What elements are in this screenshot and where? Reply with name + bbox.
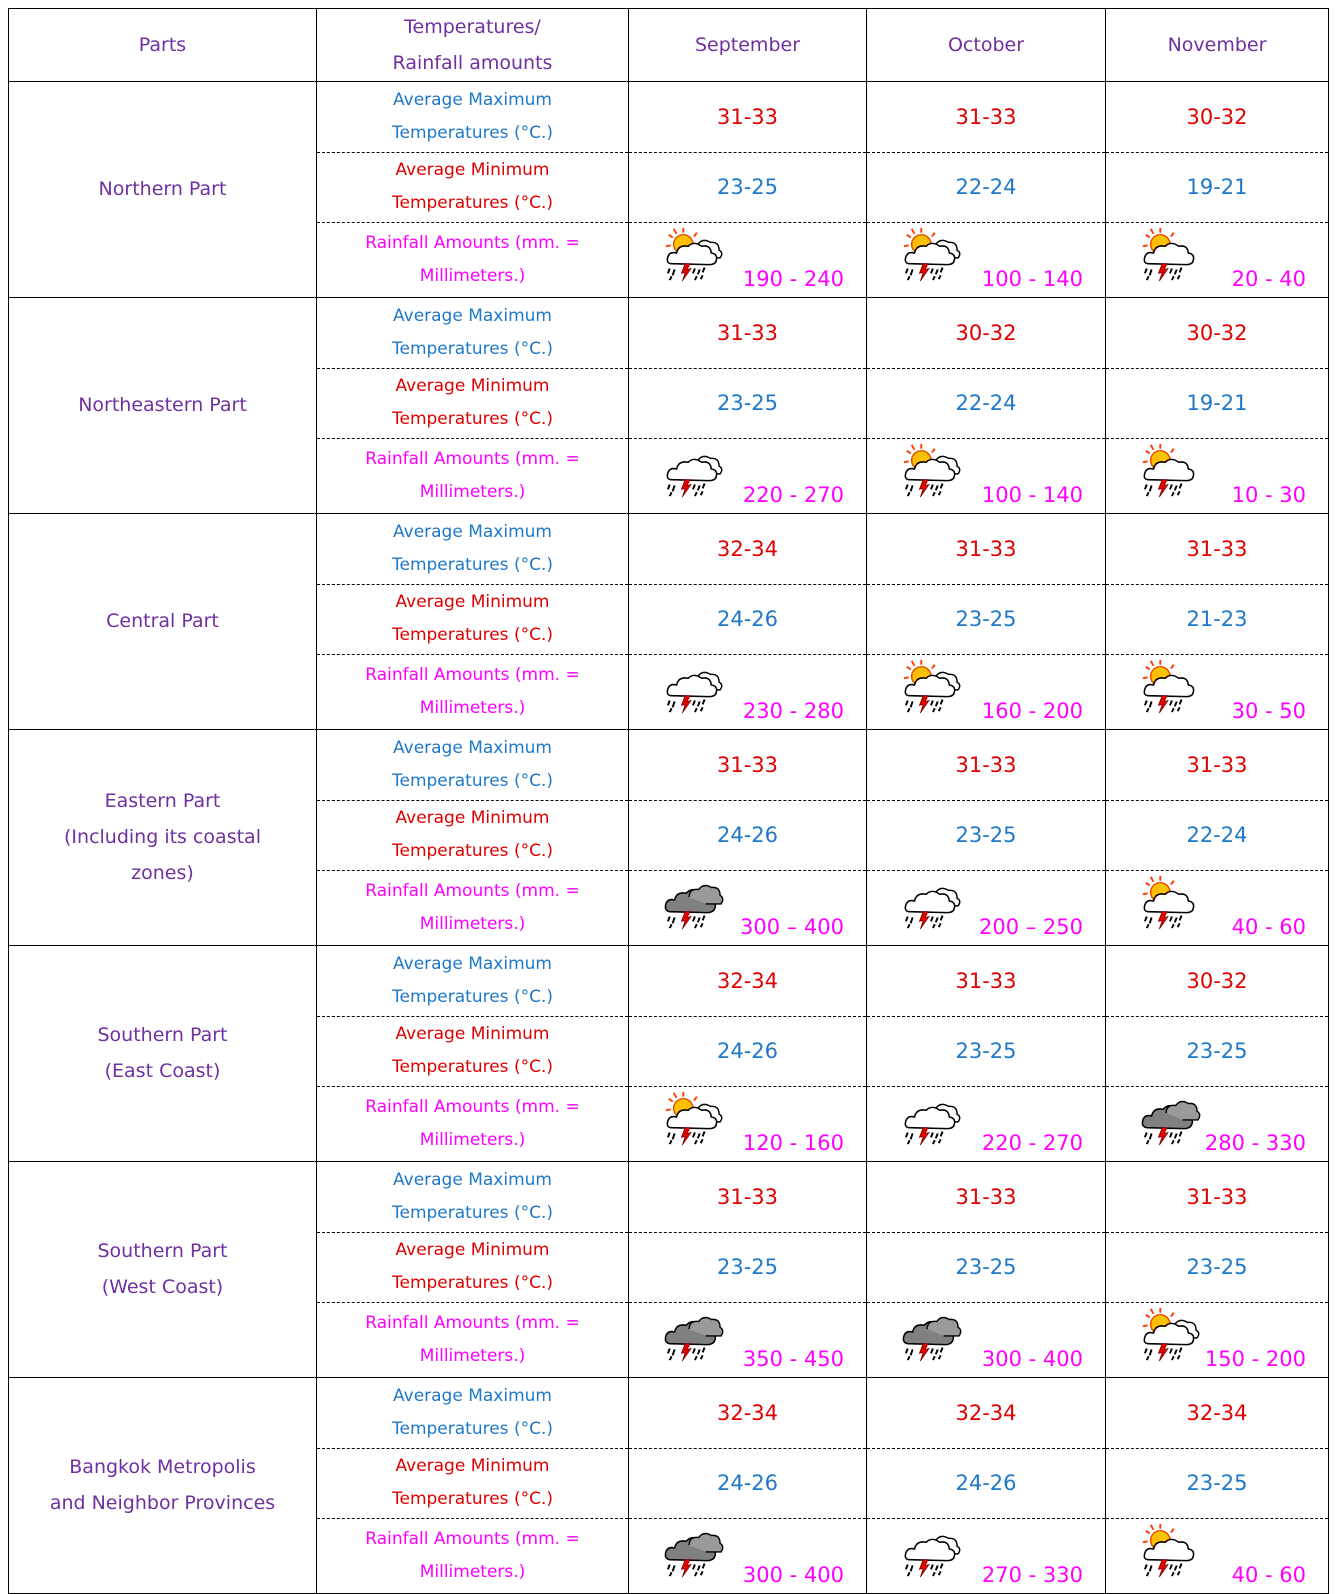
max-temp-value: 31-33 bbox=[1106, 513, 1329, 584]
rainfall-cell bbox=[1106, 1519, 1329, 1594]
header-measure-line2: Rainfall amounts bbox=[392, 52, 553, 74]
region-name-line: Northeastern Part bbox=[78, 394, 247, 417]
label-min-temp bbox=[317, 152, 629, 223]
sun-thunderstorm-icon bbox=[1136, 873, 1202, 931]
label-line: Average Minimum bbox=[395, 160, 550, 181]
sun-thunderstorm-icon bbox=[1136, 657, 1202, 715]
table-row bbox=[9, 297, 1329, 368]
header-month-october: October bbox=[867, 9, 1106, 82]
table-row bbox=[9, 729, 1329, 800]
label-min-temp bbox=[317, 1448, 629, 1519]
label-line: Average Minimum bbox=[395, 1456, 550, 1477]
label-rainfall bbox=[317, 1087, 629, 1162]
rainfall-value: 100 - 140 bbox=[981, 266, 1083, 291]
rainfall-cell bbox=[629, 1303, 867, 1378]
label-line: Rainfall Amounts (mm. = bbox=[365, 881, 580, 902]
region-name-line: (East Coast) bbox=[104, 1060, 221, 1083]
min-temp-value: 23-25 bbox=[629, 368, 867, 439]
thunderstorm-icon bbox=[897, 873, 963, 931]
label-max-temp bbox=[317, 945, 629, 1016]
partly-sunny-rain-icon bbox=[897, 441, 963, 499]
min-temp-value: 24-26 bbox=[629, 584, 867, 655]
max-temp-value: 31-33 bbox=[629, 1161, 867, 1232]
rainfall-cell bbox=[629, 223, 867, 298]
region-name-line: Northern Part bbox=[98, 178, 227, 201]
region-name-line: Eastern Part bbox=[104, 790, 221, 813]
max-temp-value: 30-32 bbox=[1106, 297, 1329, 368]
min-temp-value: 23-25 bbox=[1106, 1016, 1329, 1087]
rainfall-cell bbox=[629, 1087, 867, 1162]
label-line: Temperatures (°C.) bbox=[392, 770, 553, 791]
label-max-temp bbox=[317, 513, 629, 584]
label-line: Temperatures (°C.) bbox=[392, 122, 553, 143]
max-temp-value: 31-33 bbox=[629, 297, 867, 368]
label-line: Temperatures (°C.) bbox=[392, 1273, 553, 1294]
heavy-thunderstorm-icon bbox=[659, 1305, 725, 1363]
label-line: Temperatures (°C.) bbox=[392, 554, 553, 575]
max-temp-value: 31-33 bbox=[1106, 729, 1329, 800]
max-temp-value: 32-34 bbox=[1106, 1377, 1329, 1448]
label-rainfall bbox=[317, 1303, 629, 1378]
min-temp-value: 24-26 bbox=[629, 800, 867, 871]
rainfall-value: 220 - 270 bbox=[742, 482, 844, 507]
region-name bbox=[9, 1377, 317, 1593]
min-temp-value: 23-25 bbox=[867, 1232, 1106, 1303]
label-min-temp bbox=[317, 800, 629, 871]
max-temp-value: 30-32 bbox=[1106, 82, 1329, 153]
label-rainfall bbox=[317, 223, 629, 298]
region-name-line: zones) bbox=[131, 862, 194, 885]
region-name-line: (West Coast) bbox=[101, 1276, 224, 1299]
max-temp-value: 30-32 bbox=[1106, 945, 1329, 1016]
table-row bbox=[9, 945, 1329, 1016]
rainfall-value: 150 - 200 bbox=[1204, 1346, 1306, 1371]
region-name bbox=[9, 513, 317, 729]
region-name-line: and Neighbor Provinces bbox=[49, 1492, 276, 1515]
partly-sunny-rain-icon bbox=[659, 1089, 725, 1147]
label-line: Average Maximum bbox=[393, 737, 552, 758]
label-line: Average Minimum bbox=[395, 376, 550, 397]
label-line: Temperatures (°C.) bbox=[392, 338, 553, 359]
label-line: Average Minimum bbox=[395, 1240, 550, 1261]
rainfall-value: 230 - 280 bbox=[742, 698, 844, 723]
rainfall-value: 190 - 240 bbox=[742, 266, 844, 291]
heavy-thunderstorm-icon bbox=[659, 873, 725, 931]
min-temp-value: 19-21 bbox=[1106, 152, 1329, 223]
max-temp-value: 32-34 bbox=[629, 513, 867, 584]
rainfall-cell bbox=[629, 1519, 867, 1594]
label-rainfall bbox=[317, 1519, 629, 1594]
label-line: Temperatures (°C.) bbox=[392, 193, 553, 214]
max-temp-value: 31-33 bbox=[1106, 1161, 1329, 1232]
label-line: Average Maximum bbox=[393, 953, 552, 974]
max-temp-value: 31-33 bbox=[867, 945, 1106, 1016]
label-max-temp bbox=[317, 297, 629, 368]
label-line: Temperatures (°C.) bbox=[392, 1489, 553, 1510]
min-temp-value: 22-24 bbox=[867, 368, 1106, 439]
climate-forecast-table bbox=[8, 8, 1329, 1594]
max-temp-value: 31-33 bbox=[629, 729, 867, 800]
label-line: Temperatures (°C.) bbox=[392, 1057, 553, 1078]
rainfall-value: 300 - 400 bbox=[981, 1346, 1083, 1371]
min-temp-value: 23-25 bbox=[629, 152, 867, 223]
min-temp-value: 19-21 bbox=[1106, 368, 1329, 439]
rainfall-value: 30 - 50 bbox=[1231, 698, 1306, 723]
rainfall-value: 20 - 40 bbox=[1231, 266, 1306, 291]
header-row bbox=[9, 9, 1329, 82]
label-line: Average Maximum bbox=[393, 1169, 552, 1190]
max-temp-value: 30-32 bbox=[867, 297, 1106, 368]
min-temp-value: 24-26 bbox=[629, 1448, 867, 1519]
rainfall-cell bbox=[867, 1303, 1106, 1378]
region-name bbox=[9, 945, 317, 1161]
table-row bbox=[9, 1377, 1329, 1448]
label-min-temp bbox=[317, 584, 629, 655]
min-temp-value: 23-25 bbox=[1106, 1232, 1329, 1303]
region-name-line: Southern Part bbox=[97, 1024, 228, 1047]
min-temp-value: 23-25 bbox=[867, 584, 1106, 655]
rainfall-cell bbox=[629, 439, 867, 514]
label-line: Temperatures (°C.) bbox=[392, 1202, 553, 1223]
label-line: Average Minimum bbox=[395, 592, 550, 613]
region-name-line: Central Part bbox=[106, 610, 219, 633]
label-line: Rainfall Amounts (mm. = bbox=[365, 1529, 580, 1550]
rainfall-value: 40 - 60 bbox=[1231, 914, 1306, 939]
label-max-temp bbox=[317, 1377, 629, 1448]
max-temp-value: 31-33 bbox=[867, 513, 1106, 584]
label-line: Millimeters.) bbox=[419, 1346, 526, 1367]
region-name bbox=[9, 82, 317, 298]
rainfall-cell bbox=[1106, 1303, 1329, 1378]
rainfall-cell bbox=[629, 655, 867, 730]
label-line: Average Minimum bbox=[395, 808, 550, 829]
label-line: Millimeters.) bbox=[419, 698, 526, 719]
rainfall-value: 220 - 270 bbox=[981, 1130, 1083, 1155]
label-line: Average Maximum bbox=[393, 521, 552, 542]
label-line: Rainfall Amounts (mm. = bbox=[365, 233, 580, 254]
label-max-temp bbox=[317, 1161, 629, 1232]
partly-sunny-rain-icon bbox=[897, 225, 963, 283]
region-name bbox=[9, 297, 317, 513]
label-line: Average Maximum bbox=[393, 89, 552, 110]
rainfall-cell bbox=[867, 655, 1106, 730]
rainfall-cell bbox=[867, 1519, 1106, 1594]
min-temp-value: 23-25 bbox=[1106, 1448, 1329, 1519]
partly-sunny-rain-icon bbox=[659, 225, 725, 283]
label-min-temp bbox=[317, 368, 629, 439]
label-max-temp bbox=[317, 729, 629, 800]
header-parts: Parts bbox=[9, 9, 317, 82]
min-temp-value: 23-25 bbox=[867, 1016, 1106, 1087]
label-line: Average Minimum bbox=[395, 1024, 550, 1045]
rainfall-cell bbox=[1106, 439, 1329, 514]
label-line: Millimeters.) bbox=[419, 1130, 526, 1151]
min-temp-value: 21-23 bbox=[1106, 584, 1329, 655]
rainfall-value: 300 - 400 bbox=[742, 1563, 844, 1587]
rainfall-value: 200 – 250 bbox=[978, 914, 1083, 939]
table-body bbox=[9, 82, 1329, 1594]
label-min-temp bbox=[317, 1232, 629, 1303]
thunderstorm-icon bbox=[897, 1521, 963, 1579]
label-line: Rainfall Amounts (mm. = bbox=[365, 1313, 580, 1334]
max-temp-value: 31-33 bbox=[867, 82, 1106, 153]
label-line: Millimeters.) bbox=[419, 266, 526, 287]
max-temp-value: 32-34 bbox=[629, 945, 867, 1016]
rainfall-value: 270 - 330 bbox=[981, 1563, 1083, 1587]
min-temp-value: 23-25 bbox=[629, 1232, 867, 1303]
region-name bbox=[9, 729, 317, 945]
label-line: Temperatures (°C.) bbox=[392, 1418, 553, 1439]
rainfall-cell bbox=[867, 223, 1106, 298]
header-month-november: November bbox=[1106, 9, 1329, 82]
table-row bbox=[9, 82, 1329, 153]
min-temp-value: 24-26 bbox=[629, 1016, 867, 1087]
label-rainfall bbox=[317, 655, 629, 730]
rainfall-value: 160 - 200 bbox=[981, 698, 1083, 723]
rainfall-value: 280 - 330 bbox=[1204, 1130, 1306, 1155]
min-temp-value: 22-24 bbox=[1106, 800, 1329, 871]
table-row bbox=[9, 1161, 1329, 1232]
sun-thunderstorm-icon bbox=[1136, 1521, 1202, 1579]
label-min-temp bbox=[317, 1016, 629, 1087]
sun-thunderstorm-icon bbox=[1136, 225, 1202, 283]
label-line: Temperatures (°C.) bbox=[392, 409, 553, 430]
thunderstorm-icon bbox=[659, 657, 725, 715]
rainfall-cell bbox=[629, 871, 867, 946]
table-row bbox=[9, 513, 1329, 584]
thunderstorm-icon bbox=[659, 441, 725, 499]
rainfall-cell bbox=[1106, 223, 1329, 298]
rainfall-value: 350 - 450 bbox=[742, 1346, 844, 1371]
heavy-thunderstorm-icon bbox=[659, 1521, 725, 1579]
region-name-line: Bangkok Metropolis bbox=[69, 1456, 256, 1479]
min-temp-value: 22-24 bbox=[867, 152, 1106, 223]
partly-sunny-rain-icon bbox=[1136, 1305, 1202, 1363]
header-measure-line1: Temperatures/ bbox=[404, 16, 541, 38]
rainfall-cell bbox=[1106, 871, 1329, 946]
label-line: Millimeters.) bbox=[419, 914, 526, 935]
rainfall-cell bbox=[867, 871, 1106, 946]
label-line: Rainfall Amounts (mm. = bbox=[365, 665, 580, 686]
max-temp-value: 31-33 bbox=[629, 82, 867, 153]
rainfall-value: 300 – 400 bbox=[739, 914, 844, 939]
label-line: Temperatures (°C.) bbox=[392, 986, 553, 1007]
partly-sunny-rain-icon bbox=[897, 657, 963, 715]
rainfall-value: 100 - 140 bbox=[981, 482, 1083, 507]
label-line: Millimeters.) bbox=[419, 1562, 526, 1583]
max-temp-value: 31-33 bbox=[867, 729, 1106, 800]
label-line: Temperatures (°C.) bbox=[392, 625, 553, 646]
label-rainfall bbox=[317, 439, 629, 514]
rainfall-value: 40 - 60 bbox=[1231, 1563, 1306, 1587]
heavy-thunderstorm-icon bbox=[1136, 1089, 1202, 1147]
header-month-september: September bbox=[629, 9, 867, 82]
label-max-temp bbox=[317, 82, 629, 153]
label-line: Average Maximum bbox=[393, 305, 552, 326]
max-temp-value: 32-34 bbox=[629, 1377, 867, 1448]
label-line: Rainfall Amounts (mm. = bbox=[365, 449, 580, 470]
label-rainfall bbox=[317, 871, 629, 946]
label-line: Rainfall Amounts (mm. = bbox=[365, 1097, 580, 1118]
rainfall-cell bbox=[1106, 655, 1329, 730]
min-temp-value: 23-25 bbox=[867, 800, 1106, 871]
label-line: Millimeters.) bbox=[419, 482, 526, 503]
max-temp-value: 31-33 bbox=[867, 1161, 1106, 1232]
label-line: Temperatures (°C.) bbox=[392, 841, 553, 862]
rainfall-cell bbox=[1106, 1087, 1329, 1162]
label-line: Average Maximum bbox=[393, 1385, 552, 1406]
region-name-line: Southern Part bbox=[97, 1240, 228, 1263]
sun-thunderstorm-icon bbox=[1136, 441, 1202, 499]
thunderstorm-icon bbox=[897, 1089, 963, 1147]
rainfall-value: 10 - 30 bbox=[1231, 482, 1306, 507]
heavy-thunderstorm-icon bbox=[897, 1305, 963, 1363]
rainfall-cell bbox=[867, 439, 1106, 514]
rainfall-cell bbox=[867, 1087, 1106, 1162]
region-name-line: (Including its coastal bbox=[64, 826, 261, 849]
max-temp-value: 32-34 bbox=[867, 1377, 1106, 1448]
rainfall-value: 120 - 160 bbox=[742, 1130, 844, 1155]
min-temp-value: 24-26 bbox=[867, 1448, 1106, 1519]
header-measure bbox=[317, 9, 629, 82]
region-name bbox=[9, 1161, 317, 1377]
